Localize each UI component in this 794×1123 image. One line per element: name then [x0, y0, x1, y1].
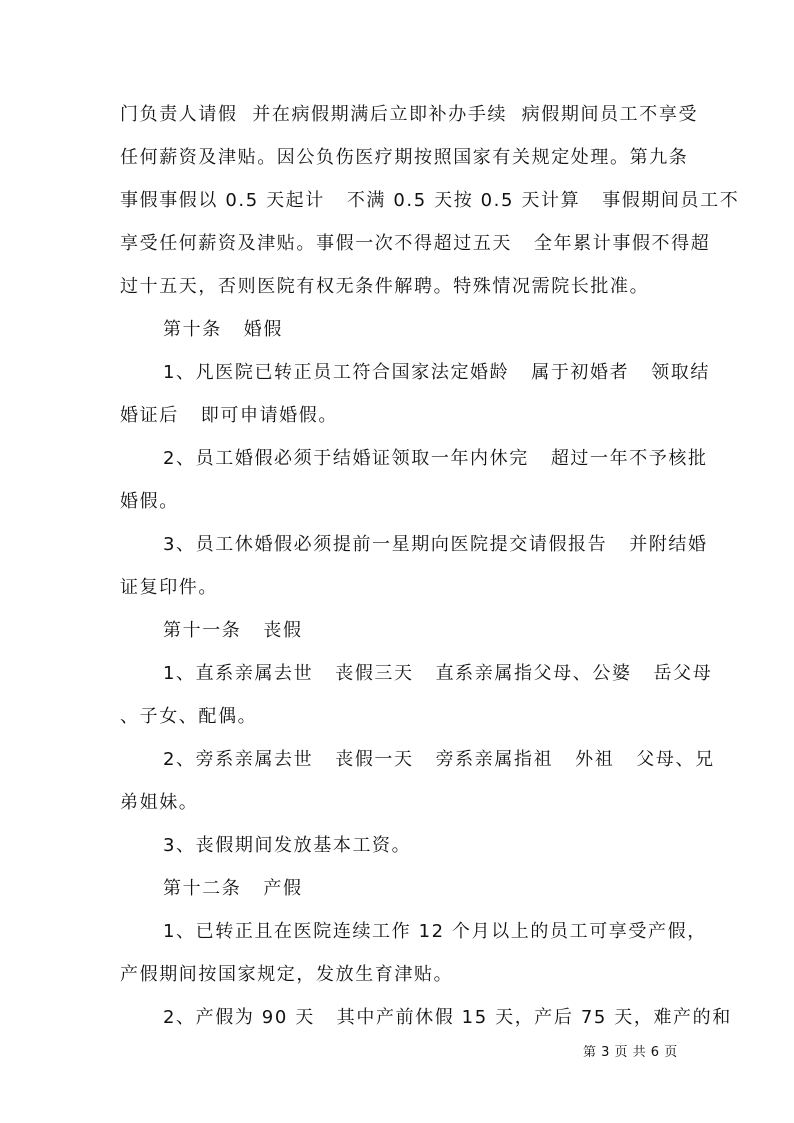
- body-line: 过十五天，否则医院有权无条件解聘。特殊情况需院长批准。: [120, 276, 650, 297]
- body-line: 2、产假为 90 天 其中产前休假 15 天，产后 75 天，难产的和: [163, 1007, 732, 1028]
- body-line: 2、旁系亲属去世 丧假一天 旁系亲属指祖 外祖 父母、兄: [163, 749, 715, 770]
- body-line: 1、直系亲属去世 丧假三天 直系亲属指父母、公婆 岳父母: [163, 663, 713, 684]
- body-line: 弟姐妹。: [120, 792, 199, 813]
- body-line: 1、凡医院已转正员工符合国家法定婚龄 属于初婚者 领取结: [163, 362, 710, 383]
- body-line: 、子女、配偶。: [120, 706, 258, 727]
- section-heading-article-10: 第十条 婚假: [163, 319, 283, 340]
- page-number: 第 3 页 共 6 页: [583, 1045, 678, 1060]
- body-line: 产假期间按国家规定，发放生育津贴。: [120, 964, 454, 985]
- body-line: 2、员工婚假必须于结婚证领取一年内休完 超过一年不予核批: [163, 448, 708, 469]
- body-line: 婚假。: [120, 491, 179, 512]
- body-line: 3、员工休婚假必须提前一星期向医院提交请假报告 并附结婚: [163, 534, 708, 555]
- body-line: 证复印件。: [120, 577, 218, 598]
- body-line: 门负责人请假 并在病假期满后立即补办手续 病假期间员工不享受: [120, 104, 699, 125]
- body-line: 任何薪资及津贴。因公负伤医疗期按照国家有关规定处理。第九条: [120, 147, 689, 168]
- body-line: 1、已转正且在医院连续工作 12 个月以上的员工可享受产假，: [163, 921, 707, 942]
- body-line: 享受任何薪资及津贴。事假一次不得超过五天 全年累计事假不得超: [120, 233, 711, 254]
- body-line: 事假事假以 0.5 天起计 不满 0.5 天按 0.5 天计算 事假期间员工不: [120, 190, 740, 211]
- body-line: 3、丧假期间发放基本工资。: [163, 835, 412, 856]
- section-heading-article-12: 第十二条 产假: [163, 878, 303, 899]
- body-line: 婚证后 即可申请婚假。: [120, 405, 338, 426]
- section-heading-article-11: 第十一条 丧假: [163, 620, 303, 641]
